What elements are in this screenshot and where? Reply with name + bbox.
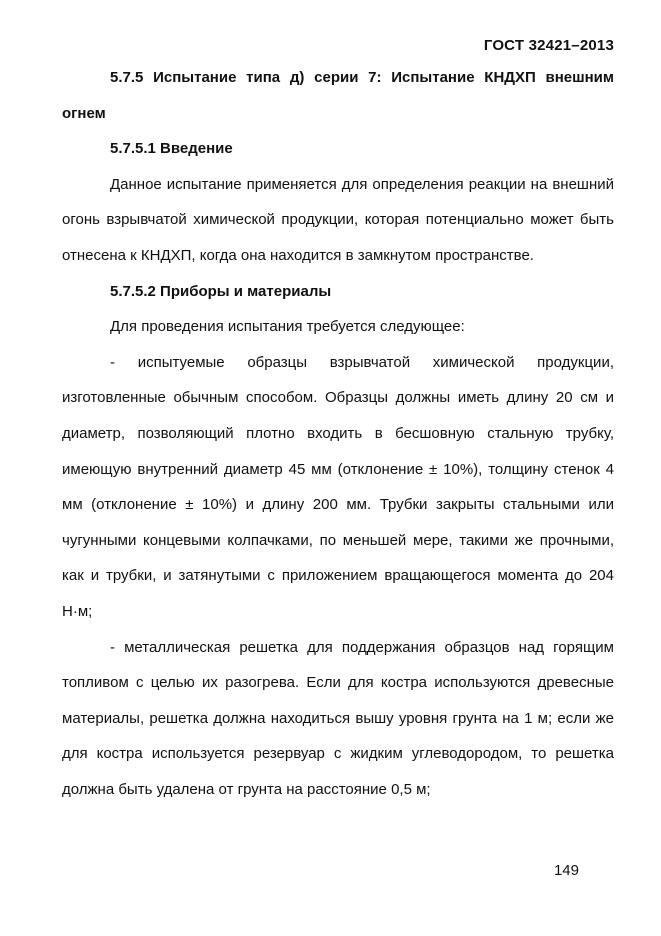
requirements-paragraph: Для проведения испытания требуется следующее: [110, 318, 465, 336]
section-heading-5-7-5-2: 5.7.5.2 Приборы и материалы [110, 282, 332, 300]
section-heading-5-7-5-1: 5.7.5.1 Введение [110, 140, 233, 158]
page-number: 149 [553, 862, 579, 879]
list-item-grid: - металлическая решетка для поддержания образцов над горящим топливом с целью их разогрева. Если для костра используются древесные материалы, решетка должна находиться вышу уровня грунта на 1 м; если же для костра используется резервуар с жидким углеводородом, то решетка должна быть удалена от грунта на расстояние 0,5 м; [62, 638, 614, 798]
standard-header: ГОСТ 32421–2013 [483, 37, 614, 54]
document-body [62, 60, 614, 807]
document-page [62, 0, 614, 936]
intro-paragraph: Данное испытание применяется для определения реакции на внешний огонь взрывчатой химической продукции, которая потенциально может быть отнесена к КНДХП, когда она находится в замкнутом пространстве. [62, 175, 614, 264]
section-heading-5-7-5: 5.7.5 Испытание типа д) серии 7: Испытание КНДХП внешним огнем [62, 69, 614, 122]
list-item-samples: - испытуемые образцы взрывчатой химической продукции, изготовленные обычным способом. Образцы должны иметь длину 20 см и диаметр, позволяющий плотно входить в бесшовную стальную трубку, имеющую внутренний диаметр 45 мм (отклонение ± 10%), толщину стенок 4 мм (отклонение ± 10%) и длину 200 мм. Трубки закрыты стальными или чугунными концевыми колпачками, по меньшей мере, такими же прочными, как и трубки, и затянутыми с приложением вращающегося момента до 204 Н·м; [62, 353, 614, 620]
